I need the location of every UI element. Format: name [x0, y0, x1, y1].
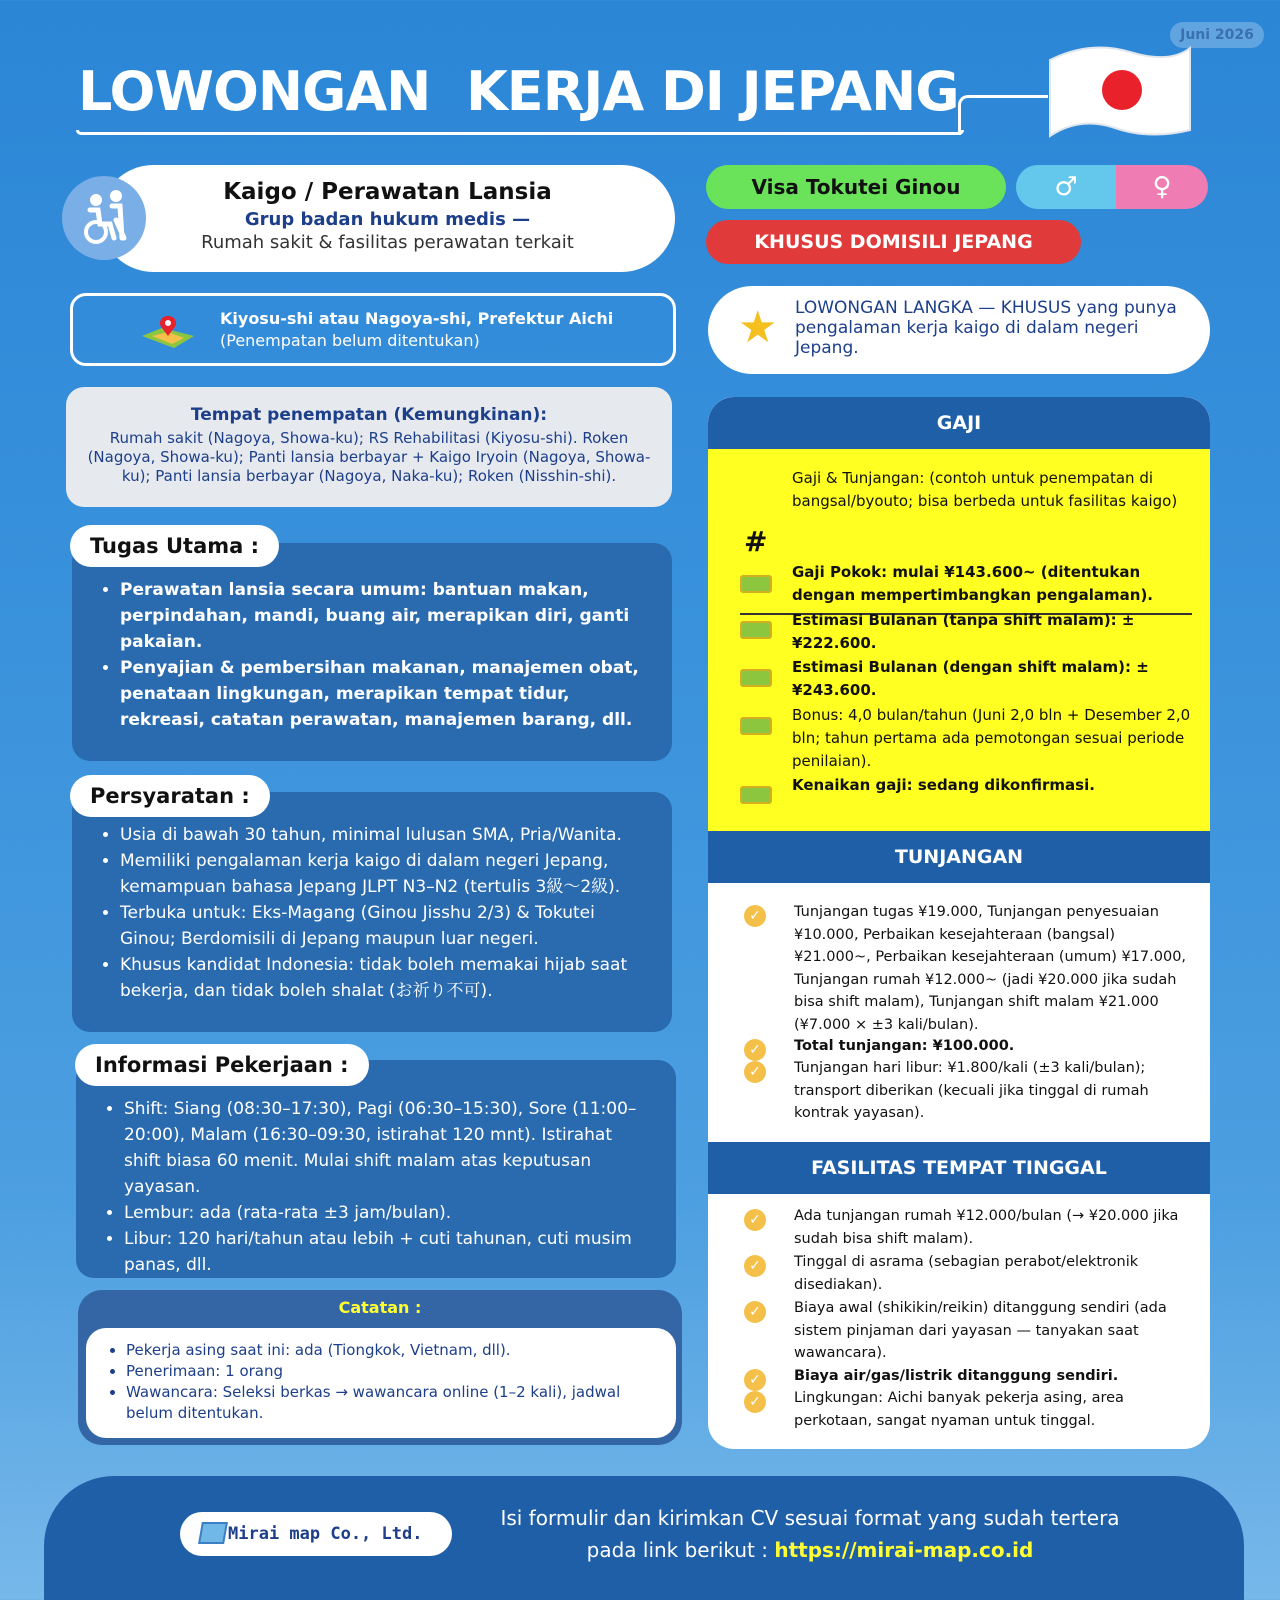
catatan-item: • Pekerja asing saat ini: ada (Tiongkok, Vietnam, dll). — [126, 1340, 656, 1361]
check-icon: ✓ — [744, 1391, 766, 1413]
mirai-map-logo-icon — [198, 1522, 228, 1544]
fasilitas-row: Tinggal di asrama (sebagian perabot/elektronik disediakan). — [794, 1254, 1139, 1293]
date-badge: Juni 2026 — [1170, 22, 1264, 48]
syarat-item: • Usia di bawah 30 tahun, minimal lulusan SMA, Pria/Wanita. — [120, 822, 642, 848]
fasilitas-row: Lingkungan: Aichi banyak pekerja asing, area perkotaan, sangat nyaman untuk tinggal. — [794, 1390, 1124, 1429]
visa-badge: Visa Tokutei Ginou — [706, 165, 1006, 209]
gaji-header: GAJI — [708, 397, 1210, 449]
check-icon: ✓ — [744, 1301, 766, 1323]
location-city: Kiyosu-shi atau Nagoya-shi, Prefektur Aichi — [220, 309, 614, 328]
money-icon — [740, 621, 772, 639]
check-icon: ✓ — [744, 905, 766, 927]
check-icon: ✓ — [744, 1209, 766, 1231]
informasi-panel — [76, 1060, 676, 1278]
female-icon: ♀ — [1116, 165, 1208, 209]
info-item: • Shift: Siang (08:30–17:30), Pagi (06:30–15:30), Sore (11:00–20:00), Malam (16:30–09:30, istirahat 120 mnt). Istirahat shift biasa 60 menit. Mulai shift malam atas keputusan yayasan. — [124, 1096, 650, 1200]
title-underline — [76, 130, 964, 135]
check-icon: ✓ — [744, 1039, 766, 1061]
money-icon — [740, 786, 772, 804]
catatan-list — [86, 1328, 676, 1438]
footer-text — [490, 1502, 1130, 1566]
gaji-row: Bonus: 4,0 bulan/tahun (Juni 2,0 bln + Desember 2,0 bln; tahun pertama ada pemotongan sesuai periode penilaian). — [792, 706, 1191, 770]
tunjangan-row: Total tunjangan: ¥100.000. — [794, 1038, 1015, 1054]
persyaratan-panel — [72, 792, 672, 1032]
gaji-intro: Gaji & Tunjangan: (contoh untuk penempatan di bangsal/byouto; bisa berbeda untuk fasilitas kaigo) — [792, 469, 1178, 510]
fasilitas-row: Biaya awal (shikikin/reikin) ditanggung sendiri (ada sistem pinjaman dari yayasan — tanyakan saat wawancara). — [794, 1300, 1167, 1361]
fasilitas-row: Biaya air/gas/listrik ditanggung sendiri. — [794, 1368, 1119, 1384]
map-pin-icon — [138, 314, 198, 350]
tunjangan-row: Tunjangan hari libur: ¥1.800/kali (±3 kali/bulan); transport diberikan (kecuali jika tinggal di rumah kontrak yayasan). — [794, 1060, 1149, 1121]
job-card — [100, 165, 675, 272]
tugas-title: Tugas Utama : — [70, 525, 279, 567]
tunjangan-header: TUNJANGAN — [708, 831, 1210, 883]
informasi-title: Informasi Pekerjaan : — [75, 1044, 369, 1086]
syarat-item: • Terbuka untuk: Eks-Magang (Ginou Jisshu 2/3) & Tokutei Ginou; Berdomisili di Jepang maupun luar negeri. — [120, 900, 642, 952]
footer-link[interactable]: https://mirai-map.co.id — [774, 1538, 1034, 1562]
check-icon: ✓ — [744, 1255, 766, 1277]
syarat-item: • Memiliki pengalaman kerja kaigo di dalam negeri Jepang, kemampuan bahasa Jepang JLPT N3–N2 (tertulis 3級〜2級). — [120, 848, 642, 900]
flag-connector — [958, 95, 1048, 135]
fasilitas-header: FASILITAS TEMPAT TINGGAL — [708, 1142, 1210, 1194]
gaji-section — [708, 449, 1210, 831]
info-item: • Lembur: ada (rata-rata ±3 jam/bulan). — [124, 1200, 650, 1226]
catatan-item: • Wawancara: Seleksi berkas → wawancara online (1–2 kali), jadwal belum ditentukan. — [126, 1382, 656, 1424]
caregiver-icon — [62, 176, 146, 260]
tugas-item: • Perawatan lansia secara umum: bantuan makan, perpindahan, mandi, buang air, merapikan diri, ganti pakaian. — [120, 577, 642, 655]
location-note: (Penempatan belum ditentukan) — [220, 331, 480, 350]
money-icon — [740, 669, 772, 687]
tugas-item: • Penyajian & pembersihan makanan, manajemen obat, penataan lingkungan, merapikan tempat tidur, rekreasi, catatan perawatan, manajemen barang, dll. — [120, 655, 642, 733]
footer-instruction: Isi formulir dan kirimkan CV sesuai format yang sudah tertera pada link berikut : — [500, 1506, 1120, 1562]
placement-box — [66, 387, 672, 507]
money-icon — [740, 717, 772, 735]
gaji-row: Estimasi Bulanan (dengan shift malam): ± ¥243.600. — [792, 658, 1149, 699]
job-facility: Rumah sakit & fasilitas perawatan terkait — [201, 232, 574, 253]
salary-card — [708, 397, 1210, 1449]
check-icon: ✓ — [744, 1061, 766, 1083]
page-title: LOWONGAN KERJA DI JEPANG — [78, 60, 959, 123]
placement-title: Tempat penempatan (Kemungkinan): — [190, 405, 548, 425]
domisili-badge: KHUSUS DOMISILI JEPANG — [706, 220, 1081, 264]
tugas-panel — [72, 543, 672, 761]
job-group: Grup badan hukum medis — — [244, 209, 531, 230]
star-icon: ★ — [738, 302, 778, 353]
syarat-item: • Khusus kandidat Indonesia: tidak boleh memakai hijab saat bekerja, dan tidak boleh shalat (お祈り不可). — [120, 952, 642, 1004]
rare-text: LOWONGAN LANGKA — KHUSUS yang punya pengalaman kerja kaigo di dalam negeri Jepang. — [795, 298, 1177, 358]
hash-icon: # — [744, 525, 768, 558]
tunjangan-row: Tunjangan tugas ¥19.000, Tunjangan penyesuaian ¥10.000, Perbaikan kesejahteraan (bangsal) ¥21.000~, Perbaikan kesejahteraan (umum) ¥17.000, Tunjangan rumah ¥12.000~ (jadi ¥20.000 jika sudah bisa shift malam), Tunjangan shift malam ¥21.000 (¥7.000 × ±3 kali/bulan). — [794, 904, 1187, 1033]
check-icon: ✓ — [744, 1369, 766, 1391]
info-item: • Libur: 120 hari/tahun atau lebih + cuti tahunan, cuti musim panas, dll. — [124, 1226, 650, 1278]
money-icon — [740, 575, 772, 593]
gaji-row: Gaji Pokok: mulai ¥143.600~ (ditentukan dengan mempertimbangkan pengalaman). — [792, 563, 1154, 604]
persyaratan-title: Persyaratan : — [70, 775, 270, 817]
fasilitas-row: Ada tunjangan rumah ¥12.000/bulan (→ ¥20.000 jika sudah bisa shift malam). — [794, 1208, 1179, 1247]
catatan-title: Catatan : — [338, 1298, 422, 1317]
placement-body: Rumah sakit (Nagoya, Showa-ku); RS Rehabilitasi (Kiyosu-shi). Roken (Nagoya, Showa-ku); Panti lansia berbayar + Kaigo Iryoin (Nagoya, Showa-ku); Panti lansia berbayar (Nagoya, Naka-ku); Roken (Nisshin-shi). — [87, 429, 651, 485]
company-logo-text: Mirai map Co., Ltd. — [228, 1524, 423, 1544]
catatan-item: • Penerimaan: 1 orang — [126, 1361, 656, 1382]
japan-flag-icon — [1040, 40, 1200, 150]
gaji-row: Estimasi Bulanan (tanpa shift malam): ± ¥222.600. — [792, 611, 1135, 652]
job-title: Kaigo / Perawatan Lansia — [223, 179, 552, 205]
gaji-row: Kenaikan gaji: sedang dikonfirmasi. — [792, 776, 1095, 794]
location-text — [220, 308, 660, 352]
male-icon: ♂ — [1016, 165, 1116, 209]
